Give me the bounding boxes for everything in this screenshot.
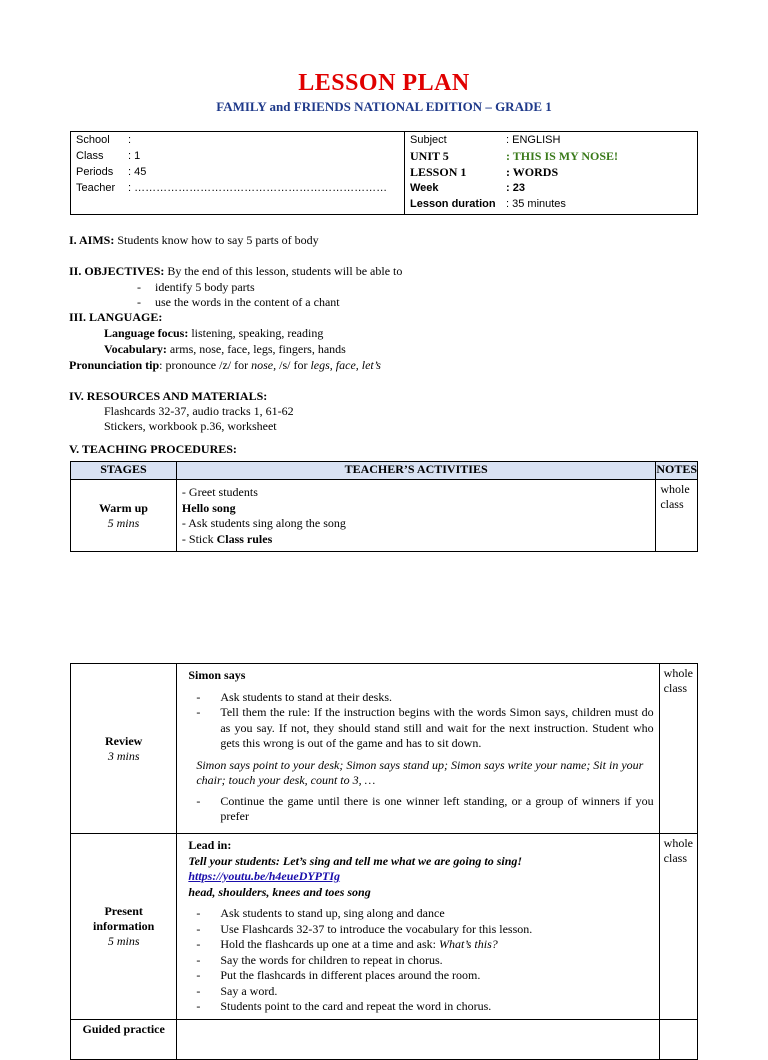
list-item: - Say the words for children to repeat in chorus.	[188, 953, 653, 969]
vocabulary: Vocabulary: arms, nose, face, legs, fingers, hands	[104, 342, 346, 356]
warmup-activities: - Greet students Hello song - Ask students sing along the song - Stick Class rules	[176, 480, 655, 552]
table-row	[71, 664, 698, 834]
procedures-table	[70, 461, 698, 552]
info-school: School :	[76, 134, 132, 146]
col-stages: STAGES	[71, 462, 177, 480]
resources-line: Flashcards 32-37, audio tracks 1, 61-62	[104, 404, 294, 418]
col-activities: TEACHER’S ACTIVITIES	[176, 462, 655, 480]
pronunciation-tip: Pronunciation tip: pronounce /z/ for nose, /s/ for legs, face, let’s	[69, 358, 381, 372]
review-example: Simon says point to your desk; Simon says stand up; Simon says write your name; Sit in your chair; touch your desk, count to 3, …	[196, 757, 644, 787]
info-left-cell	[71, 132, 405, 215]
song-link[interactable]: https://youtu.be/h4eueDYPTIg	[188, 869, 341, 883]
stage-review: Review 3 mins	[71, 664, 177, 834]
info-week: Week : 23	[410, 182, 525, 194]
stage-warmup: Warm up 5 mins	[71, 480, 177, 552]
list-item: - Continue the game until there is one winner left standing, or a group of winners if you prefer	[188, 794, 653, 825]
info-duration: Lesson duration : 35 minutes	[410, 198, 566, 210]
procedures-table-continued	[70, 663, 698, 1060]
review-note: whole class	[659, 664, 697, 834]
info-right-cell	[405, 132, 698, 215]
aims-section: I. AIMS: Students know how to say 5 parts of body	[69, 233, 319, 247]
info-subject: Subject : ENGLISH	[410, 134, 561, 146]
stage-present: Present information 5 mins	[71, 834, 177, 1020]
info-class: Class : 1	[76, 150, 141, 162]
table-row	[71, 1020, 698, 1060]
info-teacher: Teacher : ……………………………………………………………	[76, 182, 388, 194]
table-row	[71, 834, 698, 1020]
col-notes: NOTES	[656, 462, 698, 480]
list-item: - Put the flashcards in different places around the room.	[188, 968, 653, 984]
list-item: - Ask students to stand at their desks.	[188, 690, 653, 706]
objective-item: - identify 5 body parts	[137, 280, 255, 294]
list-item: - Tell them the rule: If the instruction begins with the words Simon says, children must do as you say. If not, they should stand still and wait for the next instruction. Student who gets this wrong is out of the game and has to sit down.	[188, 705, 653, 752]
list-item: - Use Flashcards 32-37 to introduce the vocabulary for this lesson.	[188, 922, 653, 938]
list-item: - Ask students to stand up, sing along and dance	[188, 906, 653, 922]
list-item: - Hold the flashcards up one at a time and ask: What’s this?	[188, 937, 653, 953]
info-unit: UNIT 5 : THIS IS MY NOSE!	[410, 149, 619, 163]
page-title: LESSON PLAN	[298, 70, 470, 96]
list-item: - Students point to the card and repeat the word in chorus.	[188, 999, 653, 1015]
present-note: whole class	[659, 834, 697, 1020]
info-periods: Periods : 45	[76, 166, 147, 178]
review-activities: Simon says - Ask students to stand at their desks. - Tell them the rule: If the instruction begins with the words Simon says, children must do as you say. If not, they should stand still and wait for the next instruction. Student who gets this wrong is out of the game and has to sit down. Simon says point to your desk; Simon says stand up; Simon says write your name; Sit in your chair; touch your desk, count to 3, … - Continue the game until there is one winner left standing, or a group of winners if you prefer	[177, 664, 659, 834]
info-lesson: LESSON 1 : WORDS	[410, 165, 559, 179]
resources-line: Stickers, workbook p.36, worksheet	[104, 419, 277, 433]
table-row	[71, 480, 698, 552]
objectives-section: II. OBJECTIVES: By the end of this lesson, students will be able to	[69, 264, 403, 278]
warmup-note: whole class	[656, 480, 698, 552]
present-activities: Lead in: Tell your students: Let’s sing and tell me what we are going to sing! https://youtu.be/h4eueDYPTIg head, shoulders, knees and toes song - Ask students to stand up, sing along and dance - Use Flashcards 32-37 to introduce the vocabulary for this lesson. - Hold the flashcards up one at a time and ask: What’s this? - Say the words for children to repeat in chorus. - Put the flashcards in different places around the room. - Say a word. - Students point to the card and repeat the word in chorus.	[177, 834, 659, 1020]
stage-guided: Guided practice	[71, 1020, 177, 1060]
objective-item: - use the words in the content of a chant	[137, 295, 340, 309]
lesson-info-table	[70, 131, 698, 215]
language-section: III. LANGUAGE:	[69, 310, 163, 324]
procedures-header-row	[71, 462, 698, 480]
resources-section: IV. RESOURCES AND MATERIALS:	[69, 389, 268, 403]
language-focus: Language focus: listening, speaking, reading	[104, 326, 324, 340]
page-subtitle: FAMILY and FRIENDS NATIONAL EDITION – GRADE 1	[216, 99, 552, 114]
procedures-section: V. TEACHING PROCEDURES:	[69, 442, 237, 456]
list-item: - Say a word.	[188, 984, 653, 1000]
